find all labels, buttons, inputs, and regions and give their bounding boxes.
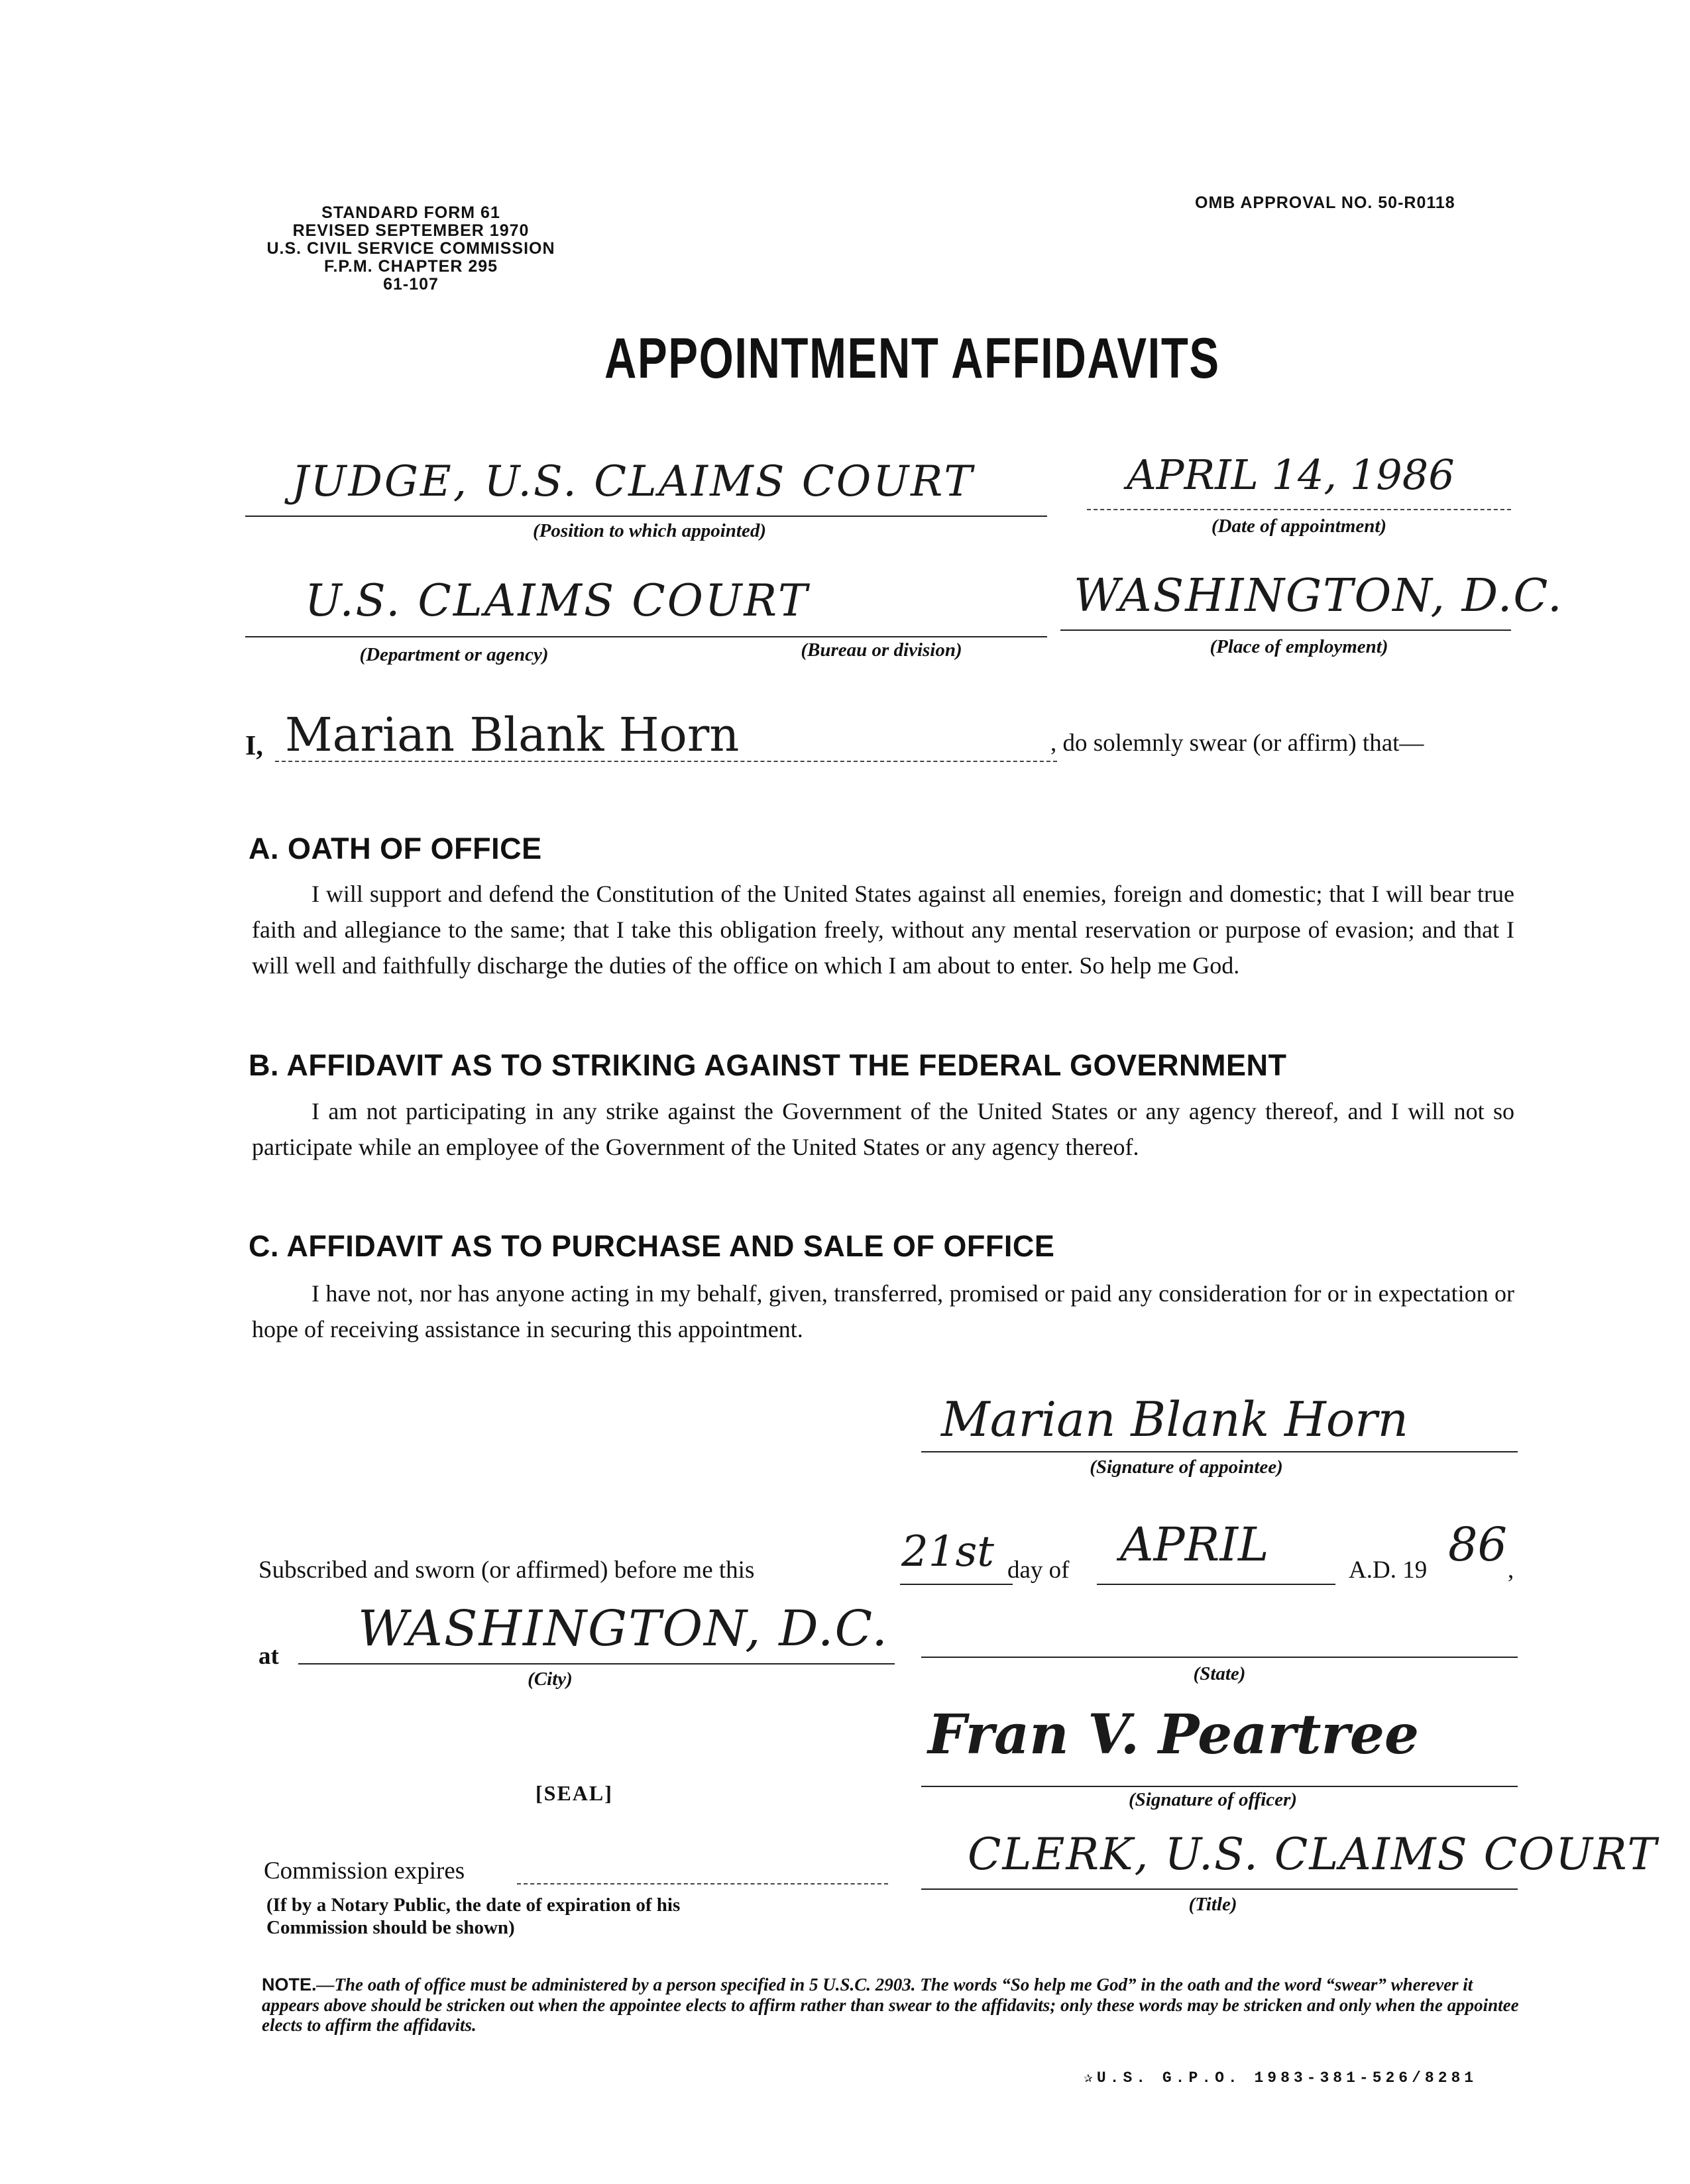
section-b-heading: B. AFFIDAVIT AS TO STRIKING AGAINST THE FEDERAL GOVERNMENT — [249, 1048, 1287, 1082]
form-chapter: F.P.M. CHAPTER 295 — [323, 257, 498, 276]
position-value[interactable]: JUDGE, U.S. CLAIMS COURT — [292, 457, 974, 506]
sworn-day-of: day of — [1007, 1556, 1070, 1584]
sworn-month-line — [1097, 1584, 1335, 1585]
date-value[interactable]: APRIL 14, 1986 — [1127, 451, 1455, 499]
form-number: STANDARD FORM 61 — [321, 203, 500, 222]
oath-prefix: I, — [245, 731, 263, 761]
sworn-day-line — [900, 1584, 1013, 1585]
sworn-day[interactable]: 21st — [901, 1527, 994, 1576]
at-label: at — [258, 1643, 279, 1670]
oath-suffix: , do solemnly swear (or affirm) that— — [1050, 730, 1424, 757]
section-a-heading: A. OATH OF OFFICE — [249, 832, 542, 865]
note-label: NOTE. — [262, 1975, 317, 1994]
officer-title-caption: (Title) — [1188, 1894, 1237, 1915]
section-c-text: I have not, nor has anyone acting in my behalf, given, transferred, promised or paid any consideration for or in expectation or hope of receiving assistance in securing this appointment. — [252, 1280, 1514, 1342]
commission-line — [517, 1883, 888, 1884]
form-agency: U.S. CIVIL SERVICE COMMISSION — [266, 239, 555, 258]
section-c-heading: C. AFFIDAVIT AS TO PURCHASE AND SALE OF OFFICE — [249, 1229, 1055, 1263]
gpo-code: ✰U.S. G.P.O. 1983-381-526/8281 — [1084, 2069, 1478, 2087]
note-text: —The oath of office must be administered by a person specified in 5 U.S.C. 2903. The words “So help me God” in the oath and the word “swear” wherever it appears above should be stricken out when the appointee elects to affirm rather than swear to the affidavits; only these words may be stricken and only when the appointee elects to affirm the affidavits. — [262, 1975, 1519, 2035]
section-b-text: I am not participating in any strike against the Government of the United States or any agency thereof, and I will not so participate while an employee of the Government of the United States or any agency thereof. — [252, 1098, 1514, 1160]
place-line — [1060, 629, 1511, 631]
officer-signature-line — [921, 1786, 1518, 1787]
officer-title[interactable]: CLERK, U.S. CLAIMS COURT — [968, 1829, 1658, 1880]
department-value[interactable]: U.S. CLAIMS COURT — [305, 575, 809, 626]
form-revision: REVISED SEPTEMBER 1970 — [292, 221, 530, 240]
city-value[interactable]: WASHINGTON, D.C. — [358, 1600, 889, 1657]
omb-approval: OMB APPROVAL NO. 50-R0118 — [1195, 193, 1455, 212]
department-line — [245, 636, 1047, 637]
department-caption: (Department or agency) — [359, 644, 549, 665]
date-caption: (Date of appointment) — [1211, 516, 1387, 537]
position-line — [245, 516, 1047, 517]
sworn-year[interactable]: 86 — [1448, 1517, 1508, 1572]
date-line — [1087, 509, 1511, 510]
commission-note: (If by a Notary Public, the date of expiration of his Commission should be shown) — [266, 1894, 681, 1938]
sworn-month[interactable]: APRIL — [1120, 1517, 1269, 1572]
officer-signature[interactable]: Fran V. Peartree — [928, 1703, 1420, 1767]
appointee-signature-caption: (Signature of appointee) — [1090, 1456, 1283, 1478]
state-caption: (State) — [1193, 1663, 1246, 1684]
appointee-signature[interactable]: Marian Blank Horn — [941, 1392, 1408, 1447]
sworn-ad: A.D. 19 — [1349, 1556, 1428, 1584]
footer-note — [262, 1975, 1521, 2035]
appointee-signature-line — [921, 1451, 1518, 1452]
place-value[interactable]: WASHINGTON, D.C. — [1074, 570, 1563, 622]
appointee-name[interactable]: Marian Blank Horn — [285, 708, 740, 762]
place-caption: (Place of employment) — [1210, 636, 1388, 657]
state-line — [921, 1657, 1518, 1658]
officer-signature-caption: (Signature of officer) — [1128, 1789, 1297, 1810]
city-caption: (City) — [528, 1668, 573, 1690]
sworn-prefix: Subscribed and sworn (or affirmed) before me this — [258, 1556, 755, 1584]
position-caption: (Position to which appointed) — [532, 520, 767, 541]
form-code: 61-107 — [383, 275, 439, 294]
seal-label: [SEAL] — [535, 1781, 613, 1805]
city-line — [298, 1663, 895, 1665]
sworn-comma: , — [1508, 1556, 1514, 1584]
section-a-text: I will support and defend the Constitution of the United States against all enemies, foreign and domestic; that I will bear true faith and allegiance to the same; that I take this obligation freely, without any mental reservation or purpose of evasion; and that I will well and faithfully discharge the duties of the office on which I am about to enter. So help me God. — [252, 881, 1514, 979]
form-identification — [239, 204, 583, 294]
commission-label: Commission expires — [264, 1857, 465, 1884]
officer-title-line — [921, 1888, 1518, 1890]
page-title: APPOINTMENT AFFIDAVITS — [604, 327, 1220, 390]
bureau-caption: (Bureau or division) — [801, 639, 962, 661]
